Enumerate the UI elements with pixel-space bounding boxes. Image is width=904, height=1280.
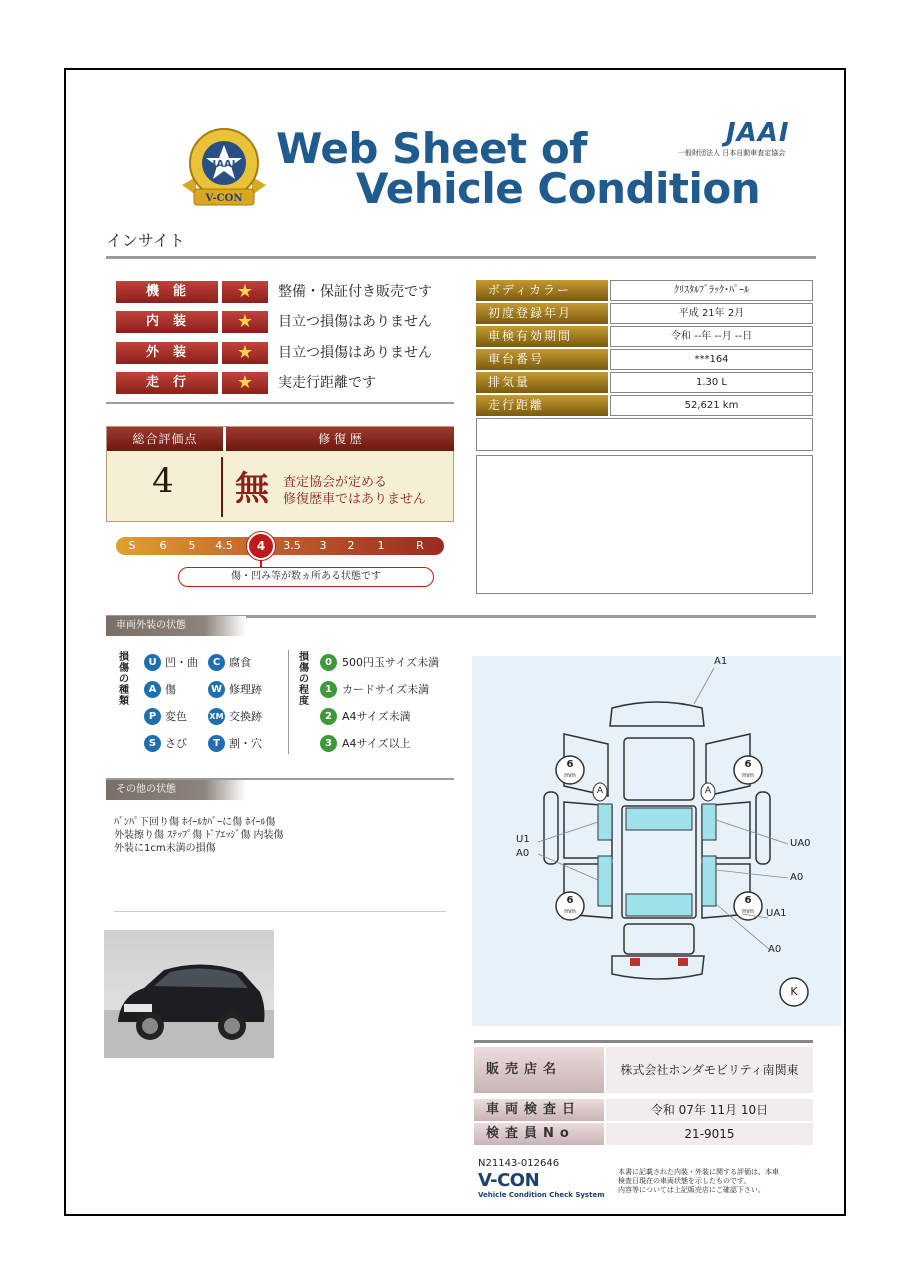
diagram-label: A0 bbox=[768, 944, 782, 955]
rating-label: 走行 bbox=[116, 372, 218, 394]
tire-depth: 6 bbox=[744, 895, 752, 906]
badge-text: JAAI bbox=[212, 159, 236, 170]
rating-row-function bbox=[116, 281, 432, 303]
vehicle-photo bbox=[104, 930, 274, 1058]
title-line-2: Vehicle Condition bbox=[356, 164, 761, 213]
rating-text: 目立つ損傷はありません bbox=[278, 314, 432, 330]
repair-mark: 無 bbox=[235, 469, 269, 509]
vcon-brand: V-CON bbox=[478, 1170, 540, 1191]
jaai-logo: JAAI bbox=[726, 118, 790, 148]
damage-type-text: 変色 bbox=[165, 710, 187, 723]
condition-sheet bbox=[64, 68, 846, 1216]
grade-step: R bbox=[416, 539, 424, 552]
grade-step: S bbox=[128, 539, 136, 552]
damage-code-badge: A bbox=[144, 681, 161, 698]
tire-depth: 6 bbox=[566, 895, 574, 906]
damage-type-text: 割・穴 bbox=[229, 737, 262, 750]
document-number: N21143-012646 bbox=[478, 1158, 560, 1169]
damage-type-text: 傷 bbox=[165, 683, 176, 696]
panel-mark: A bbox=[704, 786, 712, 796]
damage-code-badge: U bbox=[144, 654, 161, 671]
inspection-date-label: 車両検査日 bbox=[474, 1099, 604, 1121]
panel-mark: A bbox=[596, 786, 604, 796]
diagram-label: UA1 bbox=[766, 908, 787, 919]
overall-score: 4 bbox=[152, 461, 174, 501]
damage-type-text: 交換跡 bbox=[229, 710, 262, 723]
damage-code-badge: T bbox=[208, 735, 225, 752]
tire-unit: mm bbox=[742, 908, 754, 915]
degree-code-badge: 0 bbox=[320, 654, 337, 671]
damage-type-text: さび bbox=[165, 737, 187, 750]
evaluation-panel bbox=[106, 426, 454, 522]
title-line-1: Web Sheet of bbox=[276, 124, 587, 173]
damage-type-text: 凹・曲 bbox=[165, 656, 198, 669]
footer-note-1: 本書に記載された内装・外装に関する評価は、本車 bbox=[618, 1168, 779, 1176]
spec-value: 52,621 km bbox=[610, 395, 813, 416]
divider bbox=[106, 256, 816, 259]
score-header: 総合評価点 bbox=[107, 427, 223, 451]
grade-scale bbox=[116, 537, 444, 555]
star-icon: ★ bbox=[222, 311, 268, 333]
jaai-org-name: 一般財団法人 日本自動車査定協会 bbox=[678, 149, 786, 157]
diagram-label: U1 bbox=[516, 834, 530, 845]
grade-selected-marker: 4 bbox=[247, 532, 275, 560]
spec-label: 車台番号 bbox=[476, 349, 608, 370]
spec-label: 走行距離 bbox=[476, 395, 608, 416]
grade-step: 3 bbox=[319, 539, 327, 552]
star-icon: ★ bbox=[222, 281, 268, 303]
spec-label: 排気量 bbox=[476, 372, 608, 393]
degree-text: カードサイズ未満 bbox=[342, 683, 430, 696]
footer-note-3: 内容等については上記販売店にご確認下さい。 bbox=[618, 1186, 765, 1194]
repair-header: 修 復 歴 bbox=[226, 427, 454, 451]
vcon-brand-sub: Vehicle Condition Check System bbox=[478, 1191, 605, 1199]
footer-note-2: 検査日現在の車両状態を示したものです。 bbox=[618, 1177, 751, 1185]
inspector-value: 21-9015 bbox=[606, 1123, 813, 1145]
grade-step: 5 bbox=[188, 539, 196, 552]
inspection-date-value: 令和 07年 11月 10日 bbox=[606, 1099, 813, 1121]
tire-depth: 6 bbox=[744, 759, 752, 770]
grade-step: 3.5 bbox=[283, 539, 301, 552]
damage-diagram bbox=[472, 656, 842, 1026]
diagram-label: A0 bbox=[790, 872, 804, 883]
diagram-label: A1 bbox=[714, 656, 728, 667]
spec-notes-box bbox=[476, 418, 813, 451]
grade-step: 4.5 bbox=[215, 539, 233, 552]
diagram-label: UA0 bbox=[790, 838, 811, 849]
spec-value: ***164 bbox=[610, 349, 813, 370]
other-line: 外装に1cm未満の損傷 bbox=[114, 843, 216, 854]
store-label: 販売店名 bbox=[474, 1047, 604, 1093]
rating-text: 目立つ損傷はありません bbox=[278, 345, 432, 361]
tire-unit: mm bbox=[564, 772, 576, 779]
degree-text: 500円玉サイズ未満 bbox=[342, 656, 440, 669]
vcon-badge-logo bbox=[174, 125, 274, 215]
inspector-label: 検査員No bbox=[474, 1123, 604, 1145]
star-icon: ★ bbox=[222, 372, 268, 394]
grade-step: 2 bbox=[347, 539, 355, 552]
badge-ribbon-text: V-CON bbox=[205, 193, 243, 204]
rating-row-mileage bbox=[116, 372, 416, 394]
damage-code-badge: P bbox=[144, 708, 161, 725]
other-line: 外装擦り傷 ｽﾃｯﾌﾟ傷 ﾄﾞｱｴｯｼﾞ傷 内装傷 bbox=[114, 830, 284, 841]
degree-code-badge: 3 bbox=[320, 735, 337, 752]
spec-value: 平成 21年 2月 bbox=[610, 303, 813, 324]
repair-line-2: 修復歴車ではありません bbox=[283, 492, 427, 507]
remarks-box bbox=[476, 455, 813, 594]
damage-code-badge: W bbox=[208, 681, 225, 698]
tire-unit: mm bbox=[564, 908, 576, 915]
grade-step: 1 bbox=[377, 539, 385, 552]
star-icon: ★ bbox=[222, 342, 268, 364]
other-line: ﾊﾞﾝﾊﾟ下回り傷 ﾎｲｰﾙｶﾊﾞｰに傷 ﾎｲｰﾙ傷 bbox=[114, 817, 276, 828]
spec-label: 初度登録年月 bbox=[476, 303, 608, 324]
damage-type-text: 修理跡 bbox=[229, 683, 262, 696]
rating-row-exterior bbox=[116, 342, 432, 364]
rating-label: 機能 bbox=[116, 281, 218, 303]
grade-note: 傷・凹み等が数ヵ所ある状態です bbox=[178, 567, 434, 587]
spec-value: ｸﾘｽﾀﾙﾌﾞﾗｯｸ･ﾊﾟｰﾙ bbox=[610, 280, 813, 301]
rating-label: 外装 bbox=[116, 342, 218, 364]
grade-step: 6 bbox=[159, 539, 167, 552]
tire-depth: 6 bbox=[566, 759, 574, 770]
spec-value: 1.30 L bbox=[610, 372, 813, 393]
vehicle-name: インサイト bbox=[106, 231, 185, 250]
degree-code-badge: 2 bbox=[320, 708, 337, 725]
store-value: 株式会社ホンダモビリティ南関東 bbox=[606, 1047, 813, 1093]
damage-code-badge: XM bbox=[208, 708, 225, 725]
damage-code-badge: S bbox=[144, 735, 161, 752]
diagram-label: A0 bbox=[516, 848, 530, 859]
rating-row-interior bbox=[116, 311, 432, 333]
tire-unit: mm bbox=[742, 772, 754, 779]
repair-line-1: 査定協会が定める bbox=[283, 475, 388, 490]
damage-type-text: 腐食 bbox=[229, 656, 251, 669]
degree-text: A4サイズ以上 bbox=[342, 737, 411, 750]
spec-label: ボディカラー bbox=[476, 280, 608, 301]
spec-label: 車検有効期間 bbox=[476, 326, 608, 347]
corner-mark: K bbox=[790, 985, 798, 998]
degree-code-badge: 1 bbox=[320, 681, 337, 698]
damage-code-badge: C bbox=[208, 654, 225, 671]
degree-text: A4サイズ未満 bbox=[342, 710, 411, 723]
rating-text: 整備・保証付き販売です bbox=[278, 284, 432, 300]
spec-value: 令和 --年 --月 --日 bbox=[610, 326, 813, 347]
other-heading: その他の状態 bbox=[106, 780, 246, 800]
exterior-heading: 車両外装の状態 bbox=[106, 616, 246, 636]
divider bbox=[106, 402, 454, 404]
damage-degree-label: 損 傷 の 程 度 bbox=[299, 652, 309, 707]
damage-type-label: 損 傷 の 種 類 bbox=[119, 652, 129, 707]
rating-text: 実走行距離です bbox=[278, 375, 376, 391]
rating-label: 内装 bbox=[116, 311, 218, 333]
